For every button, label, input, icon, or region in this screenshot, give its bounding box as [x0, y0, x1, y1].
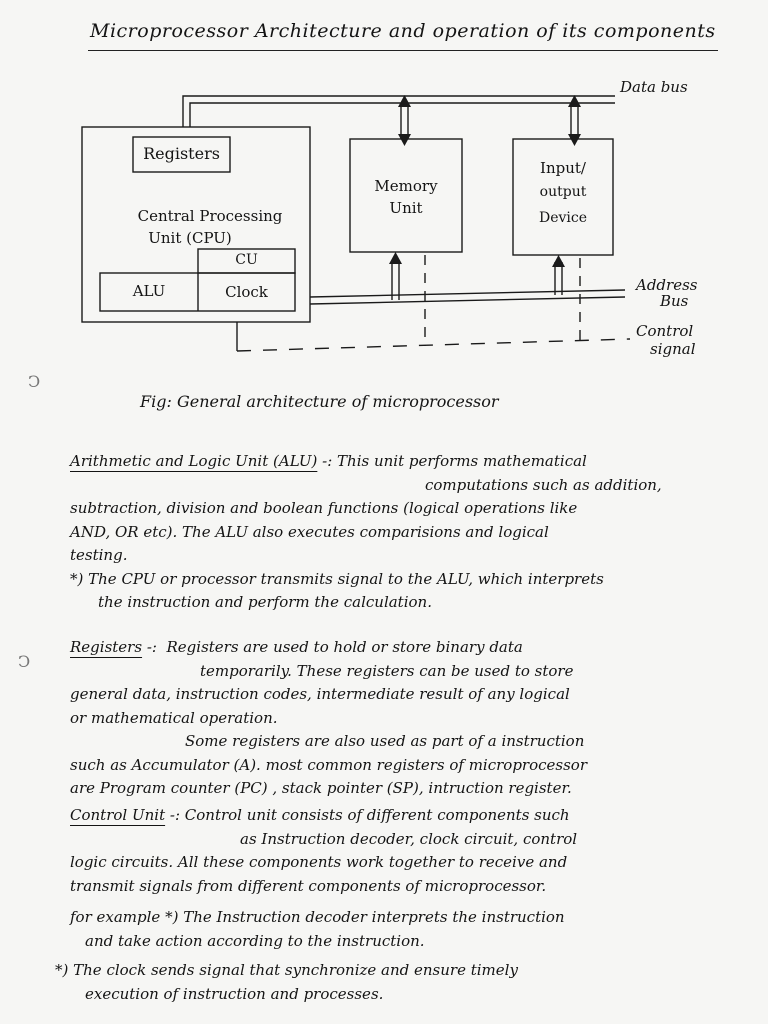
- registers-label: Registers: [143, 144, 220, 163]
- control-text-5: for example *) The Instruction decoder interprets the instruction: [70, 908, 565, 926]
- io-label-line3: Device: [538, 210, 588, 226]
- control-heading: Control Unit: [70, 806, 166, 824]
- control-text-2: as Instruction decoder, clock circuit, control: [240, 829, 578, 848]
- control-text-4: transmit signals from different components of microprocessor.: [70, 876, 547, 895]
- control-text-3: logic circuits. All these components work together to receive and: [70, 853, 568, 871]
- cpu-label-line1: Central Processing: [137, 207, 283, 225]
- figure-caption: Fig: General architecture of microprocessor: [140, 392, 499, 411]
- memory-label-line2: Unit: [389, 199, 423, 217]
- registers-text-1: Registers are used to hold or store binary data: [166, 638, 523, 656]
- registers-text-4: or mathematical operation.: [70, 708, 278, 727]
- registers-text-5: Some registers are also used as part of a instruction: [185, 732, 585, 750]
- alu-note-mark: *): [70, 569, 84, 588]
- data-bus-label: Data bus: [620, 78, 688, 96]
- registers-text-7: are Program counter (PC) , stack pointer (SP), intruction register.: [70, 779, 572, 797]
- cu-label: CU: [235, 252, 258, 268]
- page-title: Microprocessor Architecture and operation of its components: [90, 20, 716, 42]
- registers-heading: Registers: [70, 638, 143, 656]
- control-unit-section: [55, 804, 760, 1006]
- alu-line-1: [70, 450, 760, 474]
- registers-text-2: temporarily. These registers can be used to store: [200, 661, 574, 680]
- margin-ring-mark: Ↄ: [18, 652, 31, 671]
- registers-line-1: [70, 636, 760, 660]
- cpu-label-line2: Unit (CPU): [148, 229, 232, 247]
- control-separator: -:: [169, 806, 180, 824]
- registers-separator: -:: [146, 638, 157, 656]
- alu-text-1: This unit performs mathematical: [337, 452, 587, 470]
- control-signal-label-line1: Control: [636, 322, 694, 340]
- control-line-1: [70, 804, 760, 828]
- margin-ring-mark: Ↄ: [28, 372, 41, 391]
- alu-section: [70, 450, 760, 615]
- alu-text-3: subtraction, division and boolean functions (logical operations like: [70, 499, 578, 517]
- io-label-line2: output: [539, 184, 587, 200]
- alu-separator: -:: [322, 452, 333, 470]
- control-text-6: and take action according to the instruction.: [85, 931, 425, 950]
- alu-note-text-1: The CPU or processor transmits signal to the ALU, which interprets: [88, 569, 604, 588]
- clock-label: Clock: [225, 283, 268, 301]
- alu-heading: Arithmetic and Logic Unit (ALU): [70, 452, 318, 470]
- control-note-line-1: [55, 959, 760, 983]
- alu-text-4: AND, OR etc). The ALU also executes comparisions and logical: [70, 522, 549, 541]
- io-label-line1: Input/: [540, 159, 586, 177]
- alu-note-text-2: the instruction and perform the calculation.: [98, 593, 432, 611]
- registers-section: [70, 636, 760, 801]
- alu-label: ALU: [132, 282, 166, 300]
- alu-text-2: computations such as addition,: [425, 475, 662, 494]
- control-note-text-1: The clock sends signal that synchronize and ensure timely: [73, 961, 518, 979]
- alu-text-5: testing.: [70, 546, 128, 564]
- alu-note-line-1: [70, 568, 760, 592]
- address-bus-label-line1: Address: [636, 276, 698, 294]
- address-bus-label-line2: Bus: [660, 292, 689, 310]
- control-note-mark: *): [55, 961, 69, 979]
- control-signal-label-line2: signal: [650, 340, 696, 358]
- memory-label-line1: Memory: [374, 177, 438, 195]
- control-note-text-2: execution of instruction and processes.: [85, 984, 384, 1003]
- registers-text-6: such as Accumulator (A). most common registers of microprocessor: [70, 755, 588, 774]
- registers-text-3: general data, instruction codes, intermediate result of any logical: [70, 685, 570, 703]
- control-text-1: Control unit consists of different components such: [184, 806, 570, 824]
